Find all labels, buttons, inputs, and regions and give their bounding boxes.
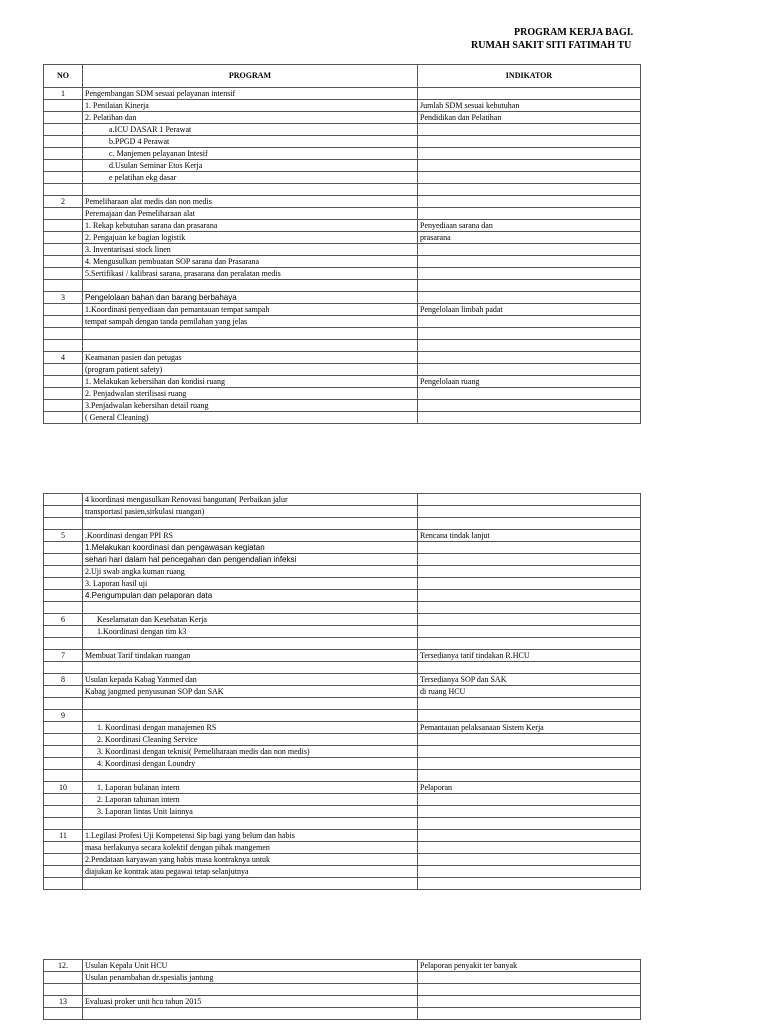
program-cell: .Koordinasi dengan PPI RS: [83, 530, 418, 542]
indikator-cell: Rencana tindak lanjut: [418, 530, 641, 542]
table-row: [44, 160, 641, 172]
indikator-cell: [418, 806, 641, 818]
row-number-cell: [44, 1008, 83, 1020]
program-cell: 3. Laporan hasil uji: [83, 578, 418, 590]
row-number-cell: [44, 972, 83, 984]
indikator-cell: Penyediaan sarana dan: [418, 220, 641, 232]
table-row: [44, 352, 641, 364]
indikator-cell: [418, 590, 641, 602]
program-cell: 3. Koordinasi dengan teknisi( Pemeliharaan medis dan non medis): [83, 746, 418, 758]
row-number-cell: [44, 364, 83, 376]
row-number-cell: [44, 304, 83, 316]
table-row: [44, 530, 641, 542]
row-number-cell: 2: [44, 196, 83, 208]
program-cell: diajukan ke kontrak atau pegawai tetap selanjutnya: [83, 866, 418, 878]
row-number-cell: [44, 734, 83, 746]
row-number-cell: [44, 542, 83, 554]
table-row: [44, 806, 641, 818]
row-number-cell: [44, 818, 83, 830]
table-row: [44, 232, 641, 244]
program-cell: d.Usulan Seminar Etos Kerja: [83, 160, 418, 172]
row-number-cell: [44, 388, 83, 400]
table-row: [44, 566, 641, 578]
table-row: [44, 842, 641, 854]
table-row: [44, 782, 641, 794]
indikator-cell: [418, 400, 641, 412]
program-cell: 3. Laporan lintas Unit lainnya: [83, 806, 418, 818]
table-header-row: [44, 65, 641, 88]
program-cell: [83, 328, 418, 340]
row-number-cell: [44, 746, 83, 758]
program-cell: Pengembangan SDM sesuai pelayanan intensif: [83, 88, 418, 100]
table-row: [44, 686, 641, 698]
program-cell: a.ICU DASAR 1 Perawat: [83, 124, 418, 136]
indikator-cell: [418, 758, 641, 770]
indikator-cell: [418, 244, 641, 256]
indikator-cell: [418, 866, 641, 878]
indikator-cell: [418, 256, 641, 268]
table-row: [44, 984, 641, 996]
program-cell: [83, 602, 418, 614]
indikator-cell: [418, 578, 641, 590]
row-number-cell: [44, 866, 83, 878]
row-number-cell: [44, 256, 83, 268]
table-row: [44, 136, 641, 148]
program-cell: 1. Penilaian Kinerja: [83, 100, 418, 112]
row-number-cell: [44, 566, 83, 578]
row-number-cell: [44, 878, 83, 890]
table-row: [44, 722, 641, 734]
row-number-cell: [44, 172, 83, 184]
table-row: [44, 650, 641, 662]
table-row: [44, 590, 641, 602]
program-cell: [83, 1008, 418, 1020]
program-cell: 4.Pengumpulan dan pelaporan data: [83, 590, 418, 602]
program-cell: tempat sampah dengan tanda pemilahan yang jelas: [83, 316, 418, 328]
document-title-line1: PROGRAM KERJA BAGI.: [514, 27, 634, 38]
table-row: [44, 878, 641, 890]
program-table-page2: [43, 493, 641, 890]
row-number-cell: 9: [44, 710, 83, 722]
indikator-cell: [418, 518, 641, 530]
indikator-cell: [418, 388, 641, 400]
indikator-cell: [418, 88, 641, 100]
table-row: [44, 400, 641, 412]
program-cell: [83, 698, 418, 710]
table-row: [44, 866, 641, 878]
program-cell: 1. Koordinasi dengan manajemen RS: [83, 722, 418, 734]
program-cell: [83, 710, 418, 722]
indikator-cell: [418, 268, 641, 280]
column-header-no: NO: [44, 65, 83, 88]
program-table-page1: [43, 64, 641, 424]
table-row: [44, 88, 641, 100]
table-row: [44, 364, 641, 376]
program-cell: 1.Melakukan koordinasi dan pengawasan kegiatan: [83, 542, 418, 554]
indikator-cell: [418, 734, 641, 746]
row-number-cell: [44, 494, 83, 506]
row-number-cell: 4: [44, 352, 83, 364]
row-number-cell: 7: [44, 650, 83, 662]
row-number-cell: [44, 662, 83, 674]
program-cell: ( General Cleaning): [83, 412, 418, 424]
row-number-cell: [44, 148, 83, 160]
program-cell: 4 koordinasi mengusulkan Renovasi bangunan( Perbaikan jalur: [83, 494, 418, 506]
row-number-cell: [44, 100, 83, 112]
row-number-cell: [44, 984, 83, 996]
document-title-line2: RUMAH SAKIT SITI FATIMAH TU: [471, 40, 632, 51]
row-number-cell: 1: [44, 88, 83, 100]
program-cell: Usulan penambahan dr.spesialis jantung: [83, 972, 418, 984]
row-number-cell: [44, 328, 83, 340]
program-table-page3: [43, 959, 641, 1020]
indikator-cell: [418, 124, 641, 136]
row-number-cell: [44, 220, 83, 232]
row-number-cell: [44, 412, 83, 424]
table-row: [44, 376, 641, 388]
indikator-cell: [418, 878, 641, 890]
row-number-cell: [44, 758, 83, 770]
indikator-cell: Tersedianya tarif tindakan R.HCU: [418, 650, 641, 662]
program-cell: [83, 818, 418, 830]
row-number-cell: [44, 554, 83, 566]
row-number-cell: [44, 602, 83, 614]
table-row: [44, 960, 641, 972]
indikator-cell: Pengelolaan ruang: [418, 376, 641, 388]
table-row: [44, 208, 641, 220]
program-cell: 2. Penjadwalan sterilisasi ruang: [83, 388, 418, 400]
row-number-cell: [44, 698, 83, 710]
indikator-cell: [418, 196, 641, 208]
indikator-cell: [418, 412, 641, 424]
indikator-cell: [418, 328, 641, 340]
program-cell: 5.Sertifikasi / kalibrasi sarana, prasarana dan peralatan medis: [83, 268, 418, 280]
row-number-cell: 5: [44, 530, 83, 542]
program-cell: Evaluasi proker unit hcu tahun 2015: [83, 996, 418, 1008]
program-cell: e pelatihan ekg dasar: [83, 172, 418, 184]
indikator-cell: [418, 710, 641, 722]
table-row: [44, 280, 641, 292]
indikator-cell: [418, 208, 641, 220]
indikator-cell: [418, 818, 641, 830]
program-cell: 2. Pengajuan ke bagian logistik: [83, 232, 418, 244]
table-row: [44, 996, 641, 1008]
program-cell: [83, 638, 418, 650]
row-number-cell: [44, 506, 83, 518]
program-cell: Keselamatan dan Kesehatan Kerja: [83, 614, 418, 626]
program-cell: 1. Laporan bulanan intern: [83, 782, 418, 794]
row-number-cell: [44, 232, 83, 244]
program-cell: 4. Koordinasi dengan Loundry: [83, 758, 418, 770]
table-row: [44, 328, 641, 340]
table-row: [44, 316, 641, 328]
program-cell: c. Manjemen pelayanan Intesif: [83, 148, 418, 160]
program-cell: Kabag jangmed penyusunan SOP dan SAK: [83, 686, 418, 698]
indikator-cell: prasarana: [418, 232, 641, 244]
row-number-cell: 8: [44, 674, 83, 686]
program-cell: Peremajaan dan Pemeliharaan alat: [83, 208, 418, 220]
program-cell: [83, 770, 418, 782]
indikator-cell: [418, 280, 641, 292]
program-cell: 1.Koordinasi dengan tim k3: [83, 626, 418, 638]
row-number-cell: [44, 376, 83, 388]
indikator-cell: Pengelolaan limbah padat: [418, 304, 641, 316]
table-row: [44, 614, 641, 626]
program-cell: sehari hari dalam hal pencegahan dan pengendalian infeksi: [83, 554, 418, 566]
row-number-cell: [44, 160, 83, 172]
indikator-cell: [418, 614, 641, 626]
program-cell: 1.Koordinasi penyediaan dan pemantauan tempat sampah: [83, 304, 418, 316]
indikator-cell: [418, 506, 641, 518]
program-cell: [83, 280, 418, 292]
program-cell: Pemeliharaan alat medis dan non medis: [83, 196, 418, 208]
program-cell: 2.Pendataan karyawan yang habis masa kontraknya untuk: [83, 854, 418, 866]
row-number-cell: [44, 184, 83, 196]
table-row: [44, 494, 641, 506]
table-row: [44, 638, 641, 650]
column-header-program: PROGRAM: [83, 65, 418, 88]
indikator-cell: [418, 554, 641, 566]
indikator-cell: [418, 996, 641, 1008]
indikator-cell: [418, 698, 641, 710]
table-row: [44, 220, 641, 232]
program-cell: [83, 184, 418, 196]
table-row: [44, 662, 641, 674]
row-number-cell: 6: [44, 614, 83, 626]
indikator-cell: Pelaporan: [418, 782, 641, 794]
indikator-cell: [418, 160, 641, 172]
row-number-cell: [44, 638, 83, 650]
indikator-cell: [418, 172, 641, 184]
table-row: [44, 602, 641, 614]
table-row: [44, 340, 641, 352]
table-row: [44, 244, 641, 256]
table-row: [44, 734, 641, 746]
table-row: [44, 674, 641, 686]
indikator-cell: [418, 794, 641, 806]
program-cell: Usulan kepada Kabag Yanmed dan: [83, 674, 418, 686]
indikator-cell: di ruang HCU: [418, 686, 641, 698]
indikator-cell: [418, 542, 641, 554]
indikator-cell: [418, 602, 641, 614]
row-number-cell: [44, 400, 83, 412]
table-row: [44, 184, 641, 196]
indikator-cell: [418, 770, 641, 782]
indikator-cell: [418, 854, 641, 866]
row-number-cell: [44, 590, 83, 602]
indikator-cell: [418, 626, 641, 638]
document-header: [0, 0, 641, 60]
program-cell: 2.Uji swab angka kuman ruang: [83, 566, 418, 578]
row-number-cell: [44, 518, 83, 530]
table-row: [44, 256, 641, 268]
program-cell: 2. Laporan tahunan intern: [83, 794, 418, 806]
table-row: [44, 112, 641, 124]
program-cell: 2. Koordinasi Cleaning Service: [83, 734, 418, 746]
program-cell: b.PPGD 4 Perawat: [83, 136, 418, 148]
table-row: [44, 542, 641, 554]
row-number-cell: [44, 136, 83, 148]
row-number-cell: [44, 268, 83, 280]
table-row: [44, 554, 641, 566]
indikator-cell: [418, 566, 641, 578]
row-number-cell: [44, 280, 83, 292]
program-cell: Pengelolaan bahan dan barang berbahaya: [83, 292, 418, 304]
table-row: [44, 100, 641, 112]
row-number-cell: [44, 686, 83, 698]
row-number-cell: 3: [44, 292, 83, 304]
row-number-cell: 13: [44, 996, 83, 1008]
table-row: [44, 304, 641, 316]
table-row: [44, 972, 641, 984]
program-cell: Usulan Kepala Unit HCU: [83, 960, 418, 972]
program-cell: [83, 878, 418, 890]
indikator-cell: Pemantauan pelaksanaan Sistem Kerja: [418, 722, 641, 734]
indikator-cell: [418, 746, 641, 758]
row-number-cell: [44, 578, 83, 590]
row-number-cell: [44, 626, 83, 638]
table-row: [44, 698, 641, 710]
row-number-cell: [44, 842, 83, 854]
program-cell: [83, 518, 418, 530]
row-number-cell: 11: [44, 830, 83, 842]
program-cell: (program patient safety): [83, 364, 418, 376]
table-row: [44, 506, 641, 518]
row-number-cell: [44, 112, 83, 124]
table-row: [44, 388, 641, 400]
table-row: [44, 626, 641, 638]
table-row: [44, 578, 641, 590]
table-row: [44, 1008, 641, 1020]
program-cell: [83, 662, 418, 674]
program-cell: 1. Melakukan kebersihan dan kondisi ruang: [83, 376, 418, 388]
table-row: [44, 148, 641, 160]
indikator-cell: Pendidikan dan Pelatihan: [418, 112, 641, 124]
table-row: [44, 770, 641, 782]
indikator-cell: [418, 494, 641, 506]
indikator-cell: [418, 830, 641, 842]
program-cell: transportasi pasien,sirkulasi ruangan): [83, 506, 418, 518]
program-cell: [83, 340, 418, 352]
row-number-cell: [44, 124, 83, 136]
row-number-cell: [44, 244, 83, 256]
row-number-cell: [44, 722, 83, 734]
indikator-cell: [418, 364, 641, 376]
program-cell: 4. Mengusulkan pembuatan SOP sarana dan Prasarana: [83, 256, 418, 268]
program-cell: masa berlakunya secara kolektif dengan pihak mangemen: [83, 842, 418, 854]
row-number-cell: 12.: [44, 960, 83, 972]
indikator-cell: [418, 842, 641, 854]
indikator-cell: [418, 184, 641, 196]
row-number-cell: [44, 806, 83, 818]
program-cell: [83, 984, 418, 996]
row-number-cell: [44, 208, 83, 220]
indikator-cell: [418, 638, 641, 650]
row-number-cell: [44, 316, 83, 328]
indikator-cell: [418, 340, 641, 352]
table-row: [44, 794, 641, 806]
table-row: [44, 172, 641, 184]
indikator-cell: [418, 972, 641, 984]
table-row: [44, 124, 641, 136]
table-row: [44, 854, 641, 866]
table-row: [44, 268, 641, 280]
indikator-cell: Tersedianya SOP dan SAK: [418, 674, 641, 686]
indikator-cell: Jumlah SDM sesuai kebutuhan: [418, 100, 641, 112]
program-cell: Membuat Tarif tindakan ruangan: [83, 650, 418, 662]
table-row: [44, 818, 641, 830]
indikator-cell: [418, 148, 641, 160]
program-cell: 3. Inventarisasi stock linen: [83, 244, 418, 256]
row-number-cell: [44, 854, 83, 866]
indikator-cell: [418, 136, 641, 148]
table-row: [44, 196, 641, 208]
table-row: [44, 758, 641, 770]
program-cell: 1.Legilasi Profesi Uji Kompetensi Sip bagi yang belum dan habis: [83, 830, 418, 842]
table-row: [44, 518, 641, 530]
indikator-cell: [418, 316, 641, 328]
program-cell: 2. Pelatihan dan: [83, 112, 418, 124]
indikator-cell: [418, 1008, 641, 1020]
table-row: [44, 746, 641, 758]
indikator-cell: Pelaporan penyakit ter banyak: [418, 960, 641, 972]
indikator-cell: [418, 662, 641, 674]
row-number-cell: [44, 340, 83, 352]
indikator-cell: [418, 984, 641, 996]
row-number-cell: [44, 770, 83, 782]
table-row: [44, 292, 641, 304]
program-cell: Keamanan pasien dan petugas: [83, 352, 418, 364]
program-cell: 1. Rekap kebutuhan sarana dan prasarana: [83, 220, 418, 232]
row-number-cell: [44, 794, 83, 806]
indikator-cell: [418, 292, 641, 304]
indikator-cell: [418, 352, 641, 364]
program-cell: 3.Penjadwalan kebersihan detail ruang: [83, 400, 418, 412]
table-row: [44, 830, 641, 842]
table-row: [44, 710, 641, 722]
column-header-indikator: INDIKATOR: [418, 65, 641, 88]
row-number-cell: 10: [44, 782, 83, 794]
table-row: [44, 412, 641, 424]
